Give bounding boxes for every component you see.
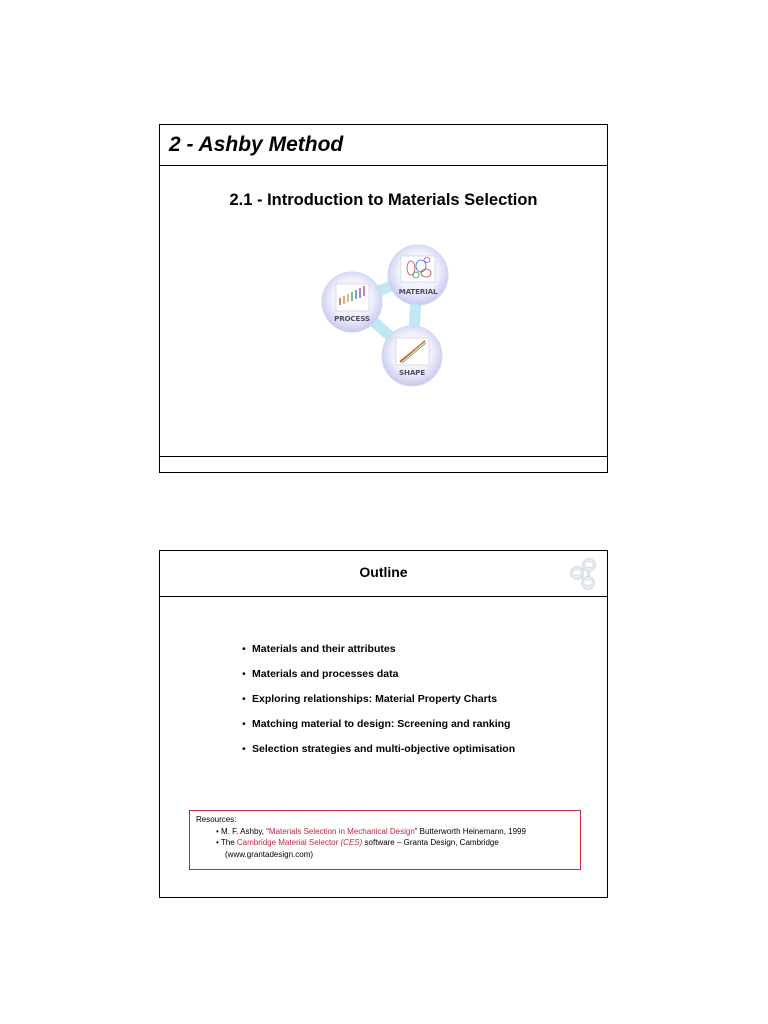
list-item: [242, 693, 515, 718]
list-item: [242, 668, 515, 693]
list-item-text: Matching material to design: Screening and ranking: [252, 718, 511, 730]
resources-box: [189, 810, 581, 870]
title-bar: [160, 551, 607, 597]
resources-heading: Resources:: [196, 815, 237, 824]
list-item-text: Materials and their attributes: [252, 643, 396, 655]
resource-abbr: (CES): [340, 838, 363, 847]
shape-label: SHAPE: [399, 368, 425, 377]
slide-title: Outline: [359, 564, 408, 580]
bullet-icon: •: [242, 643, 246, 655]
material-label: MATERIAL: [398, 287, 438, 296]
resource-publisher: software – Granta Design, Cambridge: [362, 838, 499, 847]
list-item: [242, 743, 515, 768]
resource-title: Materials Selection in Mechanical Design: [268, 826, 415, 836]
list-item-text: Materials and processes data: [252, 668, 399, 680]
footer-bar: [160, 456, 607, 472]
list-item: [242, 643, 515, 668]
resource-item: [196, 826, 574, 838]
slide-title: 2 - Ashby Method: [169, 133, 344, 156]
bullet-icon: •: [242, 693, 246, 705]
process-node: [322, 272, 382, 332]
shape-node: [382, 326, 442, 386]
resource-item: [196, 837, 574, 849]
outline-list: [242, 643, 515, 768]
resource-url: (www.grantadesign.com): [225, 849, 314, 859]
title-bar: [160, 125, 607, 166]
material-process-shape-logo-small: [569, 557, 599, 591]
list-item-text: Exploring relationships: Material Property Charts: [252, 693, 498, 705]
list-item: [242, 718, 515, 743]
resource-publisher: ” Butterworth Heinemann, 1999: [414, 826, 526, 836]
bullet-icon: •: [216, 826, 219, 836]
title-slide: [159, 124, 608, 473]
slide-subtitle: 2.1 - Introduction to Materials Selection: [229, 191, 538, 209]
bullet-icon: •: [242, 718, 246, 730]
list-item-text: Selection strategies and multi-objective optimisation: [252, 743, 516, 755]
outline-slide: [159, 550, 608, 898]
material-process-shape-logo: [320, 244, 450, 390]
bullet-icon: •: [216, 838, 219, 847]
bullet-icon: •: [242, 668, 246, 680]
material-node: [388, 245, 448, 305]
resource-prefix: The: [220, 838, 237, 847]
resource-title: Cambridge Material Selector: [236, 838, 341, 847]
process-label: PROCESS: [334, 314, 370, 323]
bullet-icon: •: [242, 743, 246, 755]
resource-author: M. F. Ashby, “: [221, 826, 269, 836]
